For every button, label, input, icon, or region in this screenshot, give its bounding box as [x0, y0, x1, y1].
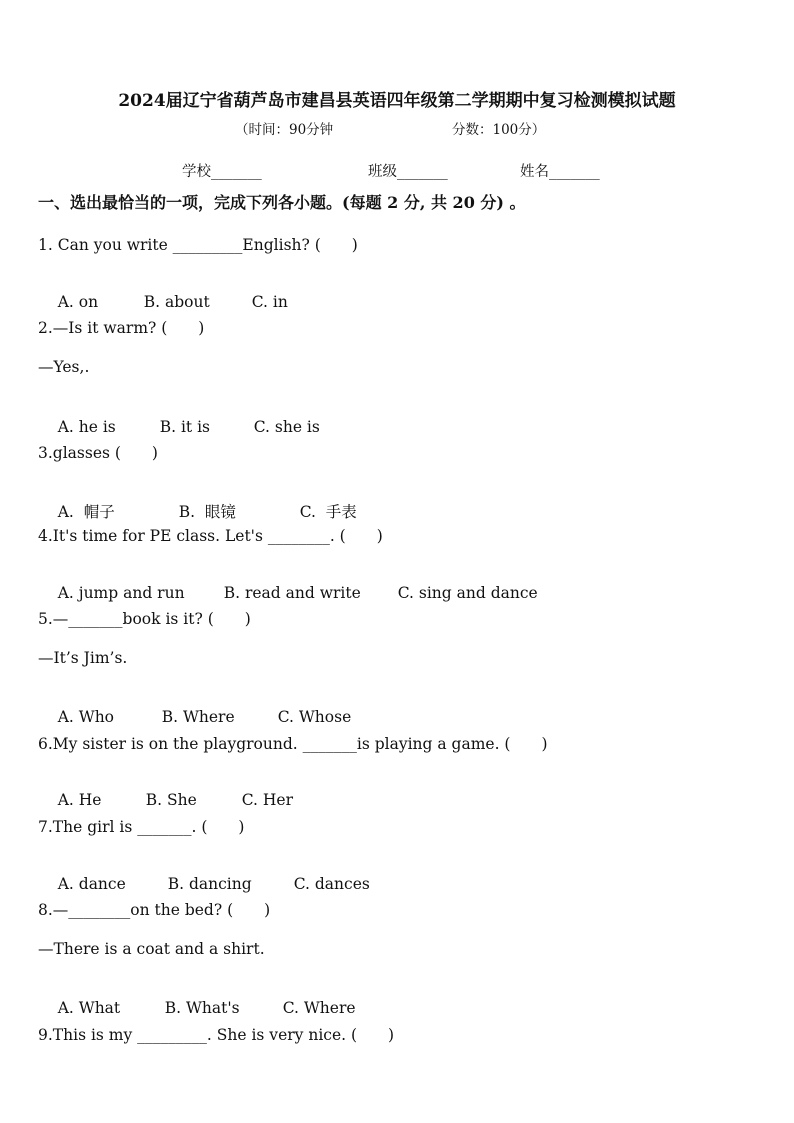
question-5-answer-line: —It’s Jim’s.	[38, 649, 128, 667]
school-field: 学校_______	[182, 164, 262, 180]
question-2-option-a: A. he is	[57, 418, 116, 436]
question-7-stem: 7.The girl is _______. ( )	[38, 818, 245, 836]
section-heading: 一、选出最恰当的一项，完成下列各小题。(每题 2 分, 共 20 分) 。	[38, 193, 526, 212]
question-5-option-c: C. Whose	[277, 708, 352, 726]
question-6-option-b: B. She	[145, 791, 197, 809]
question-8-option-c: C. Where	[282, 999, 356, 1017]
question-7-option-c: C. dances	[293, 875, 370, 893]
exam-time: （时间：90分钟	[235, 122, 334, 138]
question-8-option-a: A. What	[57, 999, 121, 1017]
question-2-option-b: B. it is	[159, 418, 210, 436]
question-1-stem: 1. Can you write _________English? ( )	[38, 236, 358, 254]
question-1-option-b: B. about	[143, 293, 210, 311]
question-2-option-c: C. she is	[253, 418, 320, 436]
question-8-option-b: B. What's	[164, 999, 240, 1017]
question-6-option-a: A. He	[57, 791, 102, 809]
question-3-option-b: B. 眼镜	[178, 503, 236, 521]
question-9-stem: 9.This is my _________. She is very nice. ( )	[38, 1026, 395, 1044]
question-3-option-a: A. 帽子	[57, 503, 115, 521]
question-4-option-a: A. jump and run	[57, 584, 185, 602]
question-3-option-c: C. 手表	[299, 503, 357, 521]
question-6-stem: 6.My sister is on the playground. _______is playing a game. ( )	[38, 735, 548, 753]
question-2-answer-line: —Yes,.	[38, 358, 90, 376]
question-1-option-c: C. in	[251, 293, 288, 311]
question-5-option-b: B. Where	[161, 708, 235, 726]
question-1-option-a: A. on	[57, 293, 99, 311]
exam-score: 分数：100分）	[452, 122, 546, 138]
question-8-answer-line: —There is a coat and a shirt.	[38, 940, 265, 958]
question-5-option-a: A. Who	[57, 708, 115, 726]
question-4-stem: 4.It's time for PE class. Let's ________. ( )	[38, 527, 383, 545]
question-4-option-b: B. read and write	[223, 584, 361, 602]
question-8-stem: 8.—________on the bed? ( )	[38, 901, 271, 919]
name-field: 姓名_______	[520, 164, 600, 180]
question-6-option-c: C. Her	[241, 791, 293, 809]
question-3-stem: 3.glasses ( )	[38, 444, 158, 462]
question-7-option-a: A. dance	[57, 875, 126, 893]
exam-title: 2024届辽宁省葫芦岛市建昌县英语四年级第二学期期中复习检测模拟试题	[118, 91, 676, 111]
class-field: 班级_______	[368, 164, 448, 180]
question-5-stem: 5.—_______book is it? ( )	[38, 610, 251, 628]
question-2-stem: 2.—Is it warm? ( )	[38, 319, 205, 337]
question-7-option-b: B. dancing	[167, 875, 252, 893]
question-4-option-c: C. sing and dance	[397, 584, 538, 602]
